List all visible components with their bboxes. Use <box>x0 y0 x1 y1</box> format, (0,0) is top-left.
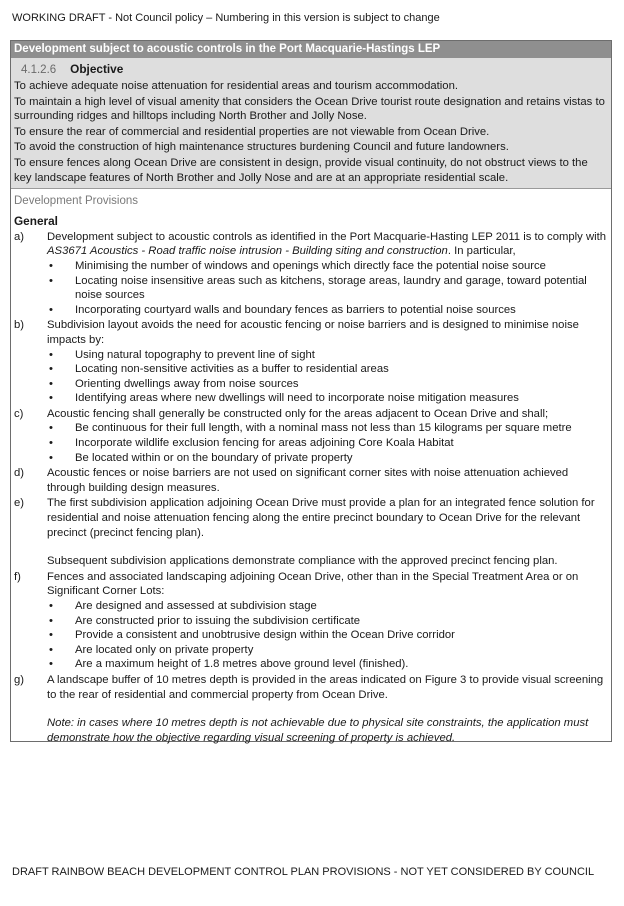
provisions-table <box>10 40 612 742</box>
provision-item-c <box>14 407 607 465</box>
item-text: Fences and associated landscaping adjoining Ocean Drive, other than in the Special Treatment Area or on Significant Corner Lots: <box>47 570 579 598</box>
item-text: The first subdivision application adjoining Ocean Drive must provide a plan for an integrated fence solution for residential and noise attenuation fencing along the entire precinct boundary to Ocean Drive for the relevant precinct (precinct fencing plan). <box>47 497 595 539</box>
item-body <box>47 318 607 406</box>
item-text: Acoustic fencing shall generally be constructed only for the areas adjacent to Ocean Drive and shall; <box>47 407 549 420</box>
item-text: Acoustic fences or noise barriers are not used on significant corner sites with noise attenuation achieved through building design measures. <box>47 467 569 494</box>
provision-item-g <box>14 673 607 745</box>
note-text: Note: in cases where 10 metres depth is not achievable due to physical site constraints, the application must demonstrate how the objective regarding visual screening of property is achieved. <box>47 717 589 744</box>
objective-heading <box>14 61 608 78</box>
item-text-post: . In particular, <box>447 245 516 258</box>
bullet-item: • Orienting dwellings away from noise sources <box>47 377 607 392</box>
objective-line: To maintain a high level of visual amenity that considers the Ocean Drive tourist route designation and retains vistas to surrounding ridges and hilltops including North Brother and Jolly Nose. <box>14 95 605 123</box>
general-heading: General <box>14 214 58 229</box>
objective-line: To ensure the rear of commercial and residential properties are not viewable from Ocean Drive. <box>14 125 490 138</box>
bullet-item: • Locating noise insensitive areas such as kitchens, storage areas, laundry and garage, toward potential noise sources <box>47 274 607 303</box>
spacer <box>47 540 607 554</box>
item-body <box>47 673 607 745</box>
bullet-item: • Are constructed prior to issuing the subdivision certificate <box>47 614 607 629</box>
bullet-list <box>47 259 607 317</box>
objective-title: Objective <box>70 62 124 76</box>
bullet-item: • Incorporating courtyard walls and boundary fences as barriers to potential noise sources <box>47 303 607 318</box>
provision-item-b <box>14 318 607 406</box>
development-provisions-heading: Development Provisions <box>11 188 611 210</box>
page-footer-note: DRAFT RAINBOW BEACH DEVELOPMENT CONTROL PLAN PROVISIONS - NOT YET CONSIDERED BY COUNCIL <box>12 866 595 878</box>
item-letter: f) <box>14 570 21 583</box>
item-note <box>47 716 607 745</box>
provision-item-d <box>14 466 607 495</box>
page-header-note: WORKING DRAFT - Not Council policy – Numbering in this version is subject to change <box>12 12 440 24</box>
objective-number: 4.1.2.6 <box>21 64 57 76</box>
provision-item-e <box>14 496 607 568</box>
bullet-item: • Incorporate wildlife exclusion fencing for areas adjoining Core Koala Habitat <box>47 436 607 451</box>
provision-item-f <box>14 570 607 672</box>
item-letter: d) <box>14 467 25 480</box>
provision-item-a <box>14 230 607 318</box>
item-text: A landscape buffer of 10 metres depth is provided in the areas indicated on Figure 3 to provide visual screening to the rear of residential and commercial property from Ocean Drive. <box>47 673 604 701</box>
objective-line: To achieve adequate noise attenuation for residential areas and tourism accommodation. <box>14 80 458 92</box>
item-letter: g) <box>14 673 25 686</box>
bullet-item: • Provide a consistent and unobtrusive design within the Ocean Drive corridor <box>47 628 607 643</box>
item-body <box>47 230 607 318</box>
standard-reference: AS3671 Acoustics - Road traffic noise intrusion - Building siting and construction <box>47 245 448 258</box>
bullet-item: • Locating non-sensitive activities as a buffer to residential areas <box>47 362 607 377</box>
item-text-pre: Development subject to acoustic controls as identified in the Port Macquarie-Hasting LEP 2011 is to comply with <box>47 230 607 243</box>
bullet-item: • Be located within or on the boundary of private property <box>47 451 607 466</box>
bullet-item: • Are a maximum height of 1.8 metres above ground level (finished). <box>47 657 607 672</box>
item-letter: b) <box>14 319 25 332</box>
spacer <box>47 702 607 716</box>
item-text <box>47 230 607 259</box>
item-text-secondary: Subsequent subdivision applications demonstrate compliance with the approved precinct fencing plan. <box>47 555 558 568</box>
bullet-item: • Are designed and assessed at subdivision stage <box>47 599 607 614</box>
provision-items <box>11 229 611 746</box>
bullet-item: • Minimising the number of windows and openings which directly face the potential noise source <box>47 259 607 274</box>
item-letter: a) <box>14 230 25 243</box>
objective-line: To ensure fences along Ocean Drive are consistent in design, provide visual continuity, do not obstruct views to the key landscape features of North Brother and Jolly Nose and are at an appropriate residential scale. <box>14 156 588 184</box>
item-body <box>47 496 607 568</box>
section-title: Development subject to acoustic controls in the Port Macquarie-Hastings LEP <box>11 41 611 58</box>
bullet-item: • Are located only on private property <box>47 643 607 658</box>
item-letter: c) <box>14 407 24 420</box>
item-body <box>47 407 607 465</box>
objective-line: To avoid the construction of high maintenance structures burdening Council and future landowners. <box>14 141 509 154</box>
item-text: Subdivision layout avoids the need for acoustic fencing or noise barriers and is designed to minimise noise impacts by: <box>47 319 579 346</box>
bullet-item: • Identifying areas where new dwellings will need to incorporate noise mitigation measures <box>47 391 607 406</box>
item-body <box>47 570 607 672</box>
bullet-list <box>47 421 607 465</box>
bullet-item: • Using natural topography to prevent line of sight <box>47 348 607 363</box>
bullet-item: • Be continuous for their full length, with a nominal mass not less than 15 kilograms per square metre <box>47 421 607 436</box>
objective-area <box>11 58 611 188</box>
bullet-list <box>47 348 607 406</box>
item-body <box>47 466 607 495</box>
bullet-list <box>47 599 607 672</box>
item-letter: e) <box>14 497 25 510</box>
